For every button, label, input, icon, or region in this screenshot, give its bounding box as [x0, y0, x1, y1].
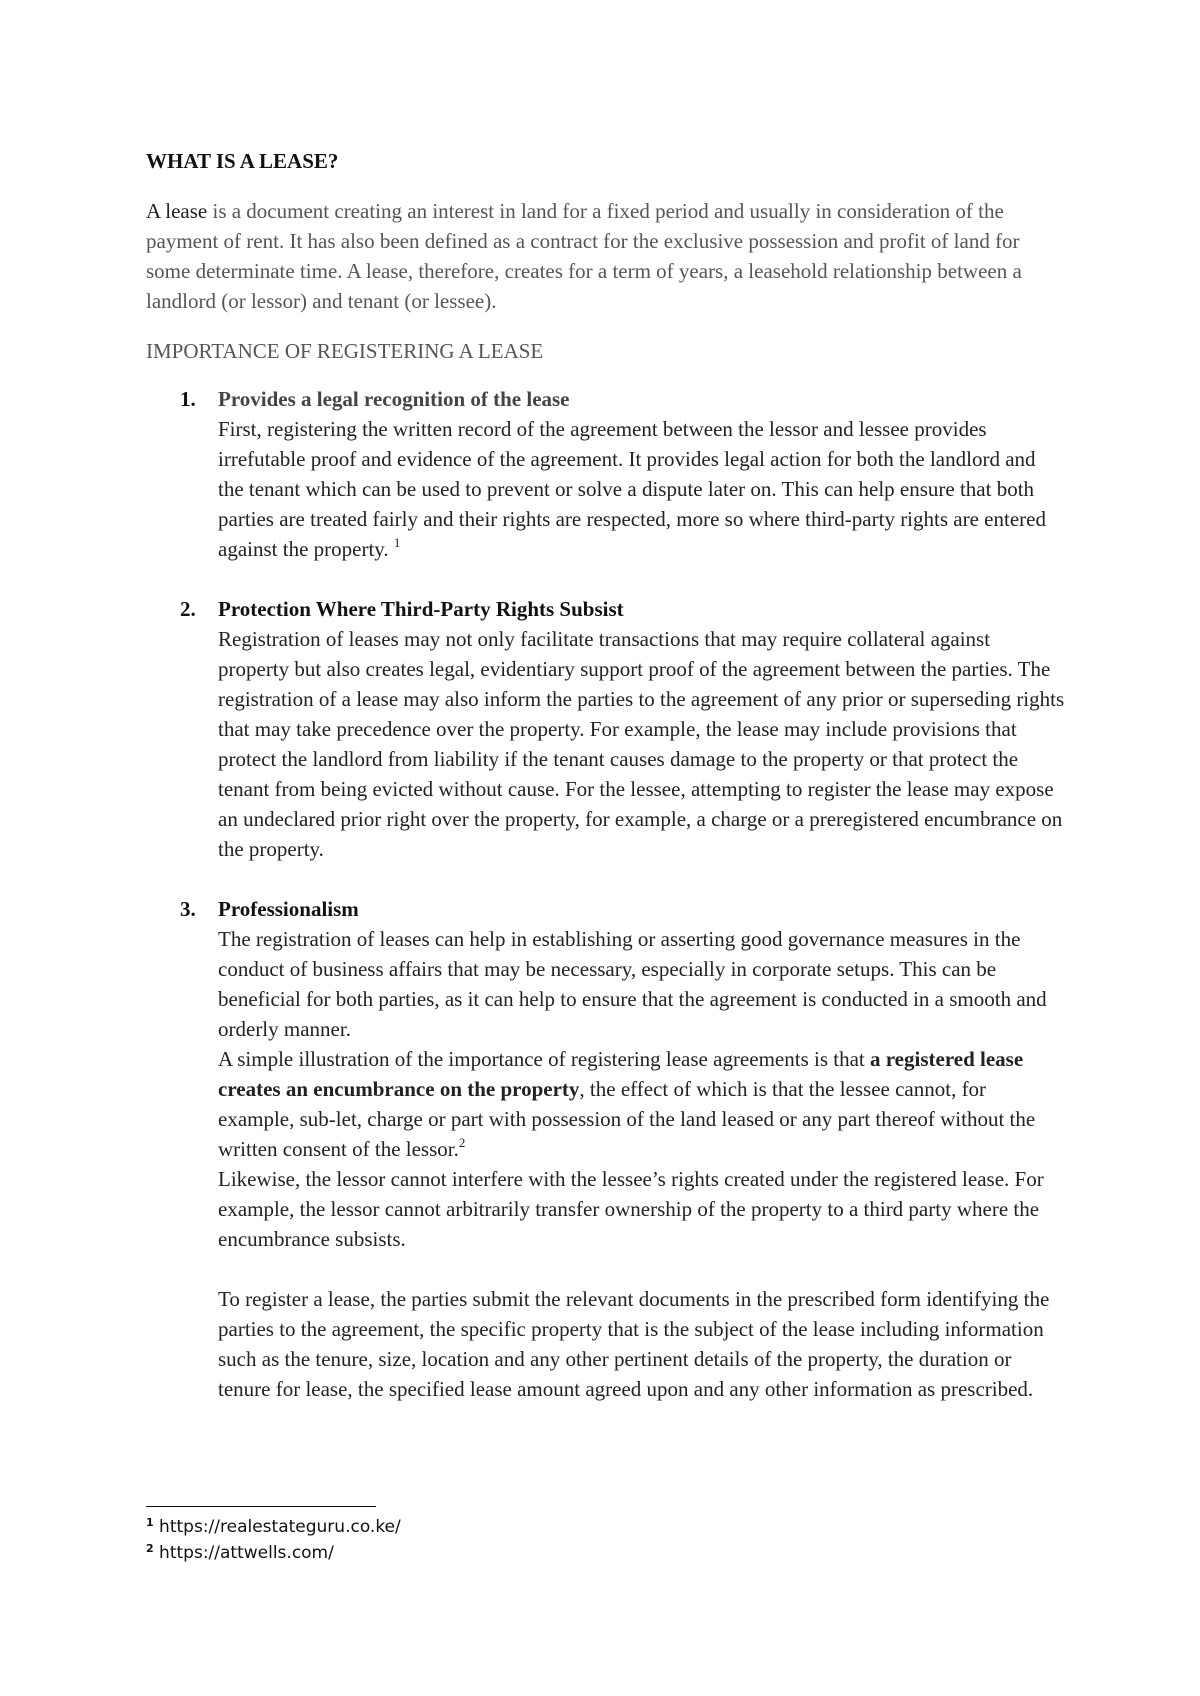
footnote-ref[interactable]: 2 — [458, 1135, 466, 1150]
item-text-span: First, registering the written record of the agreement between the lessor and lessee provides irrefutable proof and evidence of the agreement. It provides legal action for both the landlord and the tenant which can be used to prevent or solve a dispute later on. This can help ensure that both parties are treated fairly and their rights are respected, more so where third-party rights are entered against the property. — [218, 417, 1046, 561]
list-item — [146, 894, 1066, 1404]
list-item-text: Likewise, the lessor cannot interfere with the lessee’s rights created under the registered lease. For example, the lessor cannot arbitrarily transfer ownership of the property to a third party where the encumbrance subsists. — [218, 1167, 1044, 1251]
footnote-ref[interactable]: 1 — [393, 535, 401, 550]
footnotes — [146, 1514, 746, 1566]
list-item-text — [218, 1044, 1066, 1164]
page-title: WHAT IS A LEASE? — [146, 149, 339, 173]
footnote-separator — [146, 1506, 376, 1507]
list-item-text: Registration of leases may not only facilitate transactions that may require collateral against property but also creates legal, evidentiary support proof of the agreement between the parties. The registration of a lease may also inform the parties to the agreement of any prior or superseding rights that may take precedence over the property. For example, the lease may include provisions that protect the landlord from liability if the tenant causes damage to the property or that protect the tenant from being evicted without cause. For the lessee, attempting to register the lease may expose an undeclared prior right over the property, for example, a charge or a preregistered encumbrance on the property. — [218, 627, 1065, 861]
footnote-link[interactable]: https://attwells.com/ — [153, 1543, 334, 1563]
emphasis-text: a registered lease creates an encumbrance on the property — [218, 1047, 1024, 1101]
footnote-marker: 2 — [146, 1542, 154, 1555]
importance-list — [146, 384, 1066, 1404]
list-number: 2. — [180, 597, 196, 621]
list-item-title: Protection Where Third-Party Rights Subsist — [218, 597, 624, 621]
list-item — [146, 594, 1066, 864]
list-item-title: Provides a legal recognition of the lease — [218, 387, 570, 411]
list-item-text: The registration of leases can help in establishing or asserting good governance measures in the conduct of business affairs that may be necessary, especially in corporate setups. This can be beneficial for both parties, as it can help to ensure that the agreement is conducted in a smooth and orderly manner. — [218, 927, 1047, 1041]
list-item — [146, 384, 1066, 564]
intro-paragraph — [146, 196, 1066, 316]
list-item-text: To register a lease, the parties submit the relevant documents in the prescribed form identifying the parties to the agreement, the specific property that is the subject of the lease including information such as the tenure, size, location and any other pertinent details of the property, the duration or tenure for lease, the specified lease amount agreed upon and any other information as prescribed. — [218, 1287, 1050, 1401]
footnote — [146, 1540, 746, 1566]
list-number: 1. — [180, 387, 196, 411]
footnote-link[interactable]: https://realestateguru.co.ke/ — [153, 1517, 401, 1537]
list-item-text — [218, 414, 1066, 564]
intro-term: A lease — [146, 199, 208, 223]
intro-text: is a document creating an interest in land for a fixed period and usually in consideration of the payment of rent. It has also been defined as a contract for the exclusive possession and profit of land for some determinate time. A lease, therefore, creates for a term of years, a leasehold relationship between a landlord (or lessor) and tenant (or lessee). — [146, 199, 1022, 313]
list-number: 3. — [180, 897, 196, 921]
item-text-span: , the effect of which is that the lessee cannot, for example, sub-let, charge or part with possession of the land leased or any part thereof without the written consent of the lessor. — [218, 1077, 1036, 1161]
item-text-span: A simple illustration of the importance of registering lease agreements is that — [218, 1047, 870, 1071]
document-body — [146, 146, 1066, 1434]
section-heading: IMPORTANCE OF REGISTERING A LEASE — [146, 339, 544, 363]
footnote — [146, 1514, 746, 1540]
footnote-marker: 1 — [146, 1516, 154, 1529]
list-item-title: Professionalism — [218, 897, 359, 921]
